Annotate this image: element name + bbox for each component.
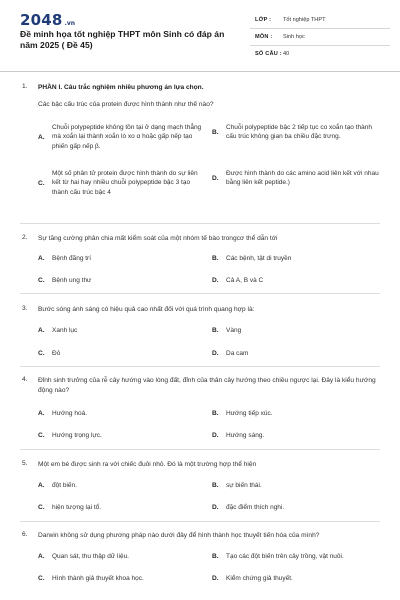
option-letter: A. [38, 482, 45, 490]
option-text: Được hình thành do các amino acid liên kết với nhau bằng liên kết peptide.) [226, 170, 379, 187]
option-a[interactable] [38, 552, 206, 561]
option-letter: C. [38, 350, 45, 358]
option-c[interactable] [38, 169, 206, 197]
option-b[interactable] [212, 123, 380, 142]
option-b[interactable] [212, 481, 380, 490]
option-a[interactable] [38, 254, 206, 263]
meta-key: MÔN : [255, 34, 273, 40]
option-letter: B. [212, 410, 219, 418]
option-text: Vàng [226, 327, 242, 334]
option-letter: A. [38, 327, 45, 335]
question-text: Bước sóng ánh sáng có hiệu quả cao nhất đối với quá trình quang hợp là: [38, 306, 255, 313]
option-text: Đỏ [52, 350, 61, 357]
option-c[interactable] [38, 431, 206, 440]
option-letter: C. [38, 504, 45, 512]
question-text: Các bậc cấu trúc của protein được hình thành như thế nào? [38, 101, 214, 108]
question-divider [20, 521, 380, 522]
option-b[interactable] [212, 409, 380, 418]
meta-value: Sinh học [283, 34, 305, 40]
question-text: Một em bé được sinh ra với chiếc đuôi nhỏ. Đó là một trường hợp thể hiện [38, 461, 257, 468]
meta-value: 40 [283, 51, 290, 57]
option-text: Cả A, B và C [226, 277, 264, 284]
option-d[interactable] [212, 431, 380, 440]
option-letter: D. [212, 504, 219, 512]
option-d[interactable] [212, 169, 380, 188]
option-d[interactable] [212, 574, 380, 583]
option-letter: B. [212, 255, 219, 263]
option-c[interactable] [38, 276, 206, 285]
option-letter: B. [212, 482, 219, 490]
meta-key: LỚP : [255, 17, 272, 23]
option-d[interactable] [212, 276, 380, 285]
option-letter: A. [38, 255, 45, 263]
option-letter: A. [38, 410, 45, 418]
option-b[interactable] [212, 254, 380, 263]
option-c[interactable] [38, 349, 206, 358]
option-b[interactable] [212, 552, 380, 561]
option-a[interactable] [38, 123, 206, 151]
option-text: Hướng hoá. [52, 410, 87, 417]
meta-key: SỐ CÂU : [255, 51, 282, 57]
option-letter: B. [212, 327, 219, 335]
option-text: hiện tượng lại tổ. [52, 504, 102, 511]
site-logo[interactable] [20, 11, 75, 27]
option-text: Hình thành giả thuyết khoa học. [52, 575, 144, 582]
option-letter: C. [38, 179, 45, 187]
option-letter: D. [212, 575, 219, 583]
question-number: 3. [22, 305, 28, 312]
option-letter: B. [212, 128, 219, 136]
option-letter: B. [212, 553, 219, 561]
option-text: Da cam [226, 350, 249, 357]
page-header [0, 0, 400, 72]
option-text: Chuỗi polypeptide không tồn tại ở dạng mạch thẳng mà xoắn lại thành xoắn lò xo α hoặc gấp nếp tạo phiến gấp nếp β. [52, 124, 202, 150]
question-number: 4. [22, 376, 28, 383]
option-letter: D. [212, 277, 219, 285]
section-heading: PHẦN I. Câu trắc nghiệm nhiều phương án lựa chọn. [38, 84, 204, 91]
option-letter: D. [212, 432, 219, 440]
option-text: Chuỗi polypeptide bậc 2 tiếp tục co xoắn tạo thành cấu trúc không gian ba chiều đặc trưng. [226, 124, 372, 141]
option-text: Hướng trọng lực. [52, 432, 102, 439]
option-letter: D. [212, 174, 219, 182]
question-number: 6. [22, 531, 28, 538]
option-a[interactable] [38, 481, 206, 490]
option-text: Kiểm chứng giả thuyết. [226, 575, 293, 582]
question-number: 2. [22, 234, 28, 241]
option-a[interactable] [38, 409, 206, 418]
meta-value: Tốt nghiệp THPT [283, 17, 326, 23]
option-c[interactable] [38, 503, 206, 512]
option-text: Hướng sáng. [226, 432, 265, 439]
meta-row-count [250, 46, 390, 63]
option-letter: A. [38, 133, 45, 141]
option-text: sự biến thái. [226, 482, 262, 489]
option-d[interactable] [212, 503, 380, 512]
question-number: 5. [22, 460, 28, 467]
question-text: Darwin không sử dụng phương pháp nào dưới đây để hình thành học thuyết tiến hóa của mình? [38, 532, 320, 539]
question-divider [20, 366, 380, 367]
option-letter: C. [38, 575, 45, 583]
option-letter: A. [38, 553, 45, 561]
option-text: Tạo các đột biến trên cây trồng, vật nuôi. [226, 553, 344, 560]
option-b[interactable] [212, 326, 380, 335]
option-a[interactable] [38, 326, 206, 335]
option-c[interactable] [38, 574, 206, 583]
option-text: Quan sát, thu thập dữ liệu. [52, 553, 129, 560]
logo-domain: .vn [64, 20, 76, 27]
meta-row-subject [250, 29, 390, 46]
option-letter: C. [38, 277, 45, 285]
option-text: Các bệnh, tật di truyền [226, 255, 292, 262]
question-text: Sự tăng cường phân chia mất kiểm soát của một nhóm tế bào trongcơ thể dẫn tới [38, 235, 278, 242]
question-number: 1. [22, 83, 28, 90]
question-divider [20, 449, 380, 450]
option-text: đặc điểm thích nghi. [226, 504, 285, 511]
option-letter: D. [212, 350, 219, 358]
question-divider [20, 293, 380, 294]
exam-meta-table [250, 12, 390, 63]
option-letter: C. [38, 432, 45, 440]
logo-text: 2048 [20, 11, 63, 29]
option-text: đột biến. [52, 482, 77, 489]
option-text: Xanh lục [52, 327, 78, 334]
option-text: Hướng tiếp xúc. [226, 410, 273, 417]
option-d[interactable] [212, 349, 380, 358]
option-text: Bệnh ung thư [52, 277, 92, 284]
option-text: Bệnh đãng trí [52, 255, 92, 262]
meta-row-class [250, 12, 390, 29]
question-divider [20, 223, 380, 224]
document-title: Đề minh họa tốt nghiệp THPT môn Sinh có đáp án năm 2025 ( Đề 45) [20, 29, 225, 50]
question-text: Đỉnh sinh trưởng của rễ cây hướng vào lòng đất, đỉnh của thân cây hướng theo chiều ngược lại. Đây là kiểu hướng động nào? [38, 377, 376, 394]
option-text: Một số phân tử protein được hình thành do sự liên kết từ hai hay nhiều chuỗi polypeptide bậc 3 tạo thành cấu trúc bậc 4 [52, 170, 198, 196]
